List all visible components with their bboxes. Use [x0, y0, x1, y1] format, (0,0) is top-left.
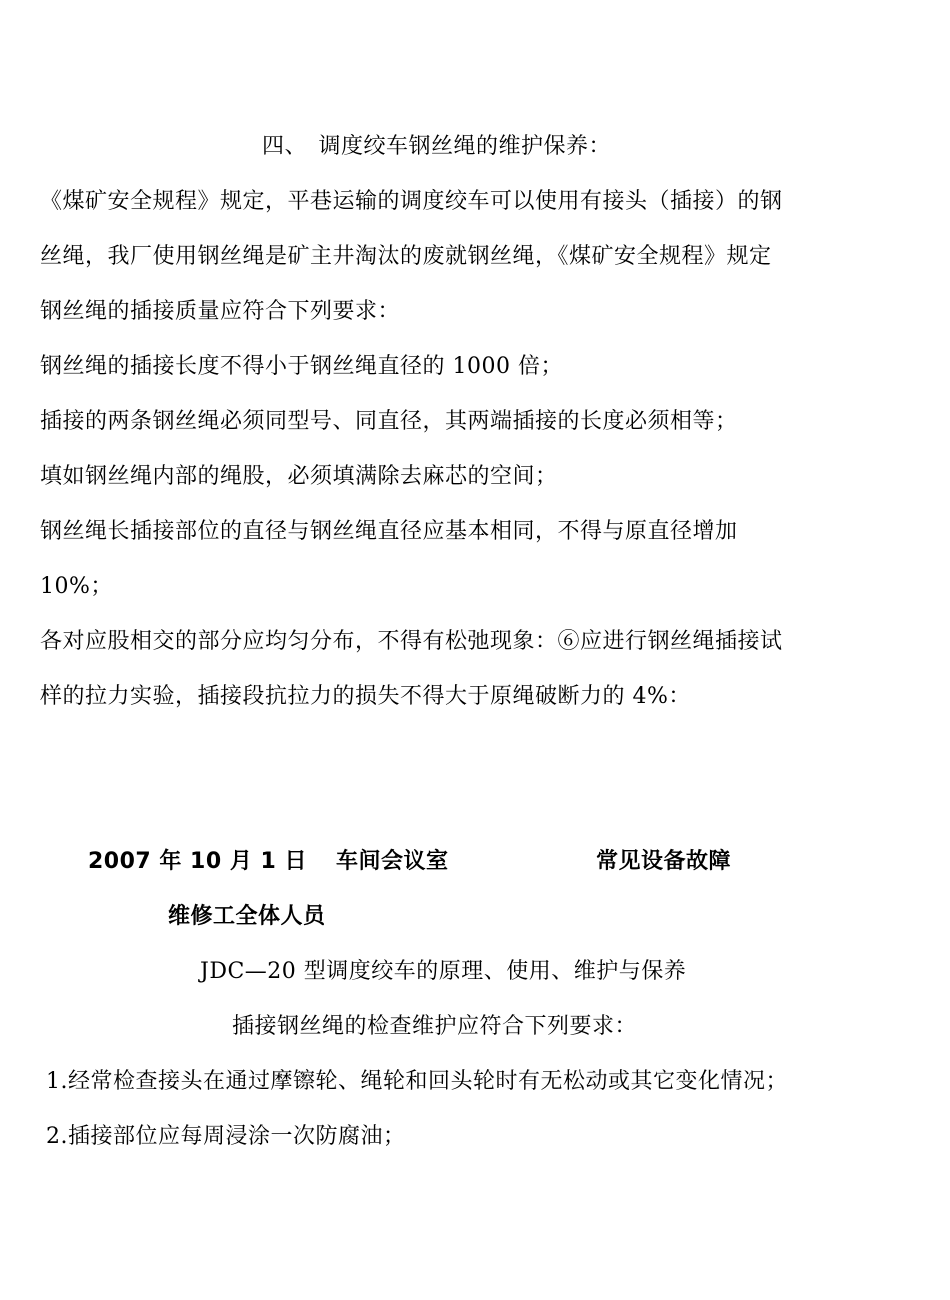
paragraph-line: 钢丝绳的插接质量应符合下列要求： [40, 299, 401, 324]
meeting-location: 车间会议室 [336, 849, 449, 874]
section-heading: 四、 调度绞车钢丝绳的维护保养： [262, 134, 612, 159]
meeting-attendees: 维修工全体人员 [168, 904, 326, 929]
requirement-item: 各对应股相交的部分应均匀分布，不得有松弛现象：⑥应进行钢丝绳插接试 [40, 629, 783, 654]
meeting-date: 2007 年 10 月 1 日 [88, 849, 307, 874]
meeting-subject: JDC—20 型调度绞车的原理、使用、维护与保养 [200, 959, 687, 984]
list-item: 1.经常检查接头在通过摩镲轮、绳轮和回头轮时有无松动或其它变化情况； [46, 1069, 788, 1094]
requirement-item: 插接的两条钢丝绳必须同型号、同直径，其两端插接的长度必须相等； [40, 409, 738, 434]
meeting-subheading: 插接钢丝绳的检查维护应符合下列要求： [232, 1014, 638, 1039]
requirement-item: 10%； [40, 574, 113, 599]
requirement-item: 钢丝绳长插接部位的直径与钢丝绳直径应基本相同，不得与原直径增加 [40, 519, 738, 544]
requirement-item: 钢丝绳的插接长度不得小于钢丝绳直径的 1000 倍； [40, 354, 563, 379]
meeting-topic: 常见设备故障 [596, 849, 732, 874]
requirement-item: 样的拉力实验，插接段抗拉力的损失不得大于原绳破断力的 4%： [40, 684, 691, 709]
paragraph-line: 丝绳，我厂使用钢丝绳是矿主井淘汰的废就钢丝绳，《煤矿安全规程》规定 [40, 244, 772, 269]
list-item: 2.插接部位应每周浸涂一次防腐油； [46, 1124, 406, 1149]
paragraph-line: 《煤矿安全规程》规定，平巷运输的调度绞车可以使用有接头（插接）的钢 [40, 189, 783, 214]
requirement-item: 填如钢丝绳内部的绳股，必须填满除去麻芯的空间； [40, 464, 558, 489]
